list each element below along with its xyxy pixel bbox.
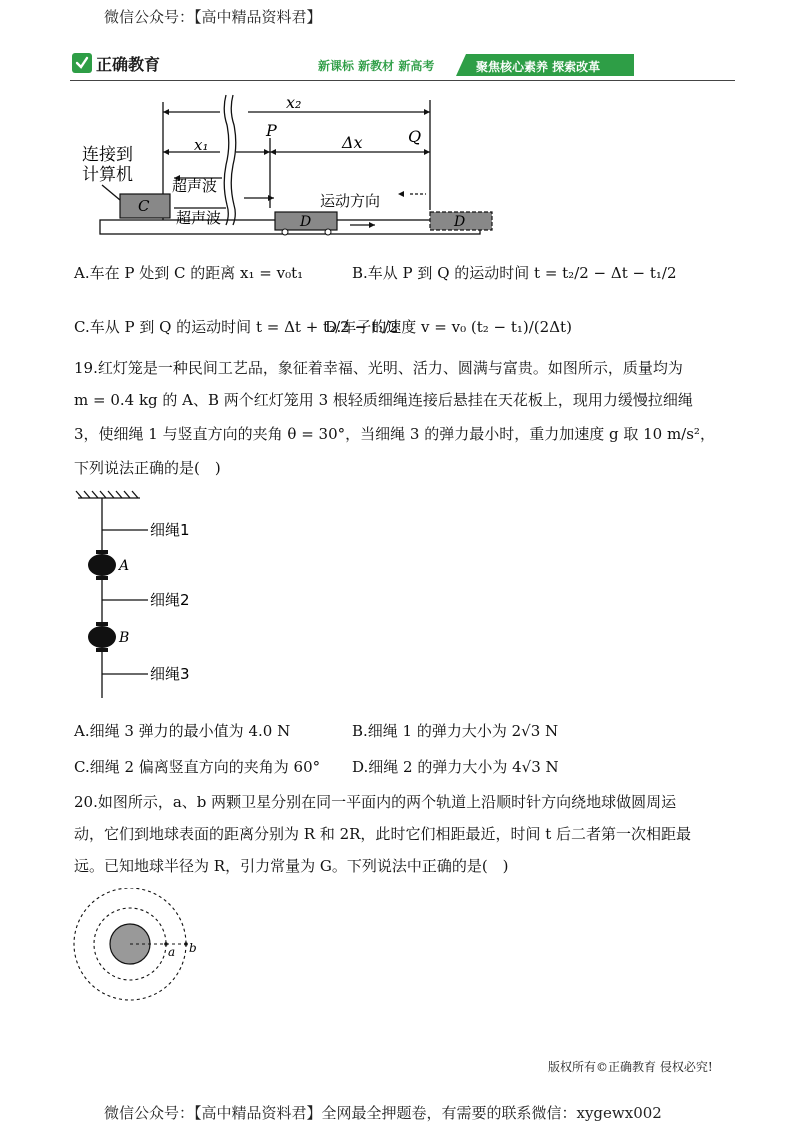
q18-option-b: B.车从 P 到 Q 的运动时间 t = t₂/2 − Δt − t₁/2: [352, 264, 677, 282]
figure-lanterns: [70, 488, 210, 703]
label-satellite-a: a: [168, 945, 176, 959]
label-C: C: [138, 197, 150, 215]
watermark-bottom: 微信公众号：【高中精品资料君】全网最全押题卷，有需要的联系微信：xygewx002: [104, 1104, 662, 1122]
label-D-2: D: [454, 214, 466, 230]
q19-line-2: m = 0.4 kg 的 A、B 两个红灯笼用 3 根轻质细绳连接后悬挂在天花板上，现用力缓慢拉细绳: [74, 391, 693, 409]
label-lantern-B: B: [119, 630, 130, 646]
label-rope-1: 细绳1: [150, 521, 190, 539]
label-P: P: [266, 121, 277, 140]
q19-line-3: 3，使细绳 1 与竖直方向的夹角 θ = 30°，当细绳 3 的弹力最小时，重力加速度 g 取 10 m/s²，: [74, 425, 715, 443]
logo-text: 正确教育: [96, 54, 161, 74]
label-wave-2: 超声波: [176, 209, 222, 227]
q19-line-1: 19.红灯笼是一种民间工艺品，象征着幸福、光明、活力、圆满与富贵。如图所示，质量均为: [74, 359, 683, 377]
watermark-top: 微信公众号：【高中精品资料君】: [104, 8, 322, 26]
label-x2: x₂: [286, 93, 302, 112]
check-icon: [72, 53, 92, 73]
label-motion: 运动方向: [320, 192, 381, 210]
label-computer: 计算机: [82, 165, 133, 185]
header-slogan: 新课标 新教材 新高考: [318, 59, 435, 73]
q20-line-1: 20.如图所示，a、b 两颗卫星分别在同一平面内的两个轨道上沿顺时针方向绕地球做圆周运: [74, 793, 677, 811]
q19-option-b: B.细绳 1 的弹力大小为 2√3 N: [352, 722, 559, 740]
label-satellite-b: b: [189, 941, 197, 955]
logo: [72, 50, 160, 76]
q18-option-a: A.车在 P 处到 C 的距离 x₁ = v₀t₁: [74, 264, 304, 282]
q19-option-a: A.细绳 3 弹力的最小值为 4.0 N: [74, 722, 291, 740]
label-Q: Q: [408, 127, 422, 146]
label-lantern-A: A: [119, 558, 130, 574]
q19-line-4: 下列说法正确的是( ): [74, 459, 221, 477]
q18-option-d: D.车子的速度 v = v₀ (t₂ − t₁)/(2Δt): [325, 318, 572, 336]
figure-satellite-orbits: [70, 888, 220, 1008]
q19-option-c: C.细绳 2 偏离竖直方向的夹角为 60°: [74, 758, 321, 776]
q19-option-d: D.细绳 2 的弹力大小为 4√3 N: [352, 758, 559, 776]
label-wave-1: 超声波: [172, 177, 218, 195]
label-D-1: D: [300, 214, 312, 230]
q20-line-2: 动，它们到地球表面的距离分别为 R 和 2R，此时它们相距最近，时间 t 后二者第一次相距最: [74, 825, 692, 843]
copyright-note: 版权所有©正确教育 侵权必究!: [548, 1060, 713, 1074]
q20-line-3: 远。已知地球半径为 R，引力常量为 G。下列说法中正确的是( ): [74, 857, 509, 875]
label-rope-2: 细绳2: [150, 591, 190, 609]
label-connect: 连接到: [82, 145, 133, 165]
label-rope-3: 细绳3: [150, 665, 190, 683]
header-banner-text: 聚焦核心素养 探索改革: [476, 60, 601, 74]
label-dx: Δx: [342, 133, 363, 152]
q18-option-c: C.车从 P 到 Q 的运动时间 t = Δt + t₂/2 − t₁/2: [74, 318, 399, 336]
figure-ultrasonic-car: [70, 90, 500, 240]
label-x1: x₁: [194, 136, 209, 154]
header-divider: [70, 80, 735, 81]
